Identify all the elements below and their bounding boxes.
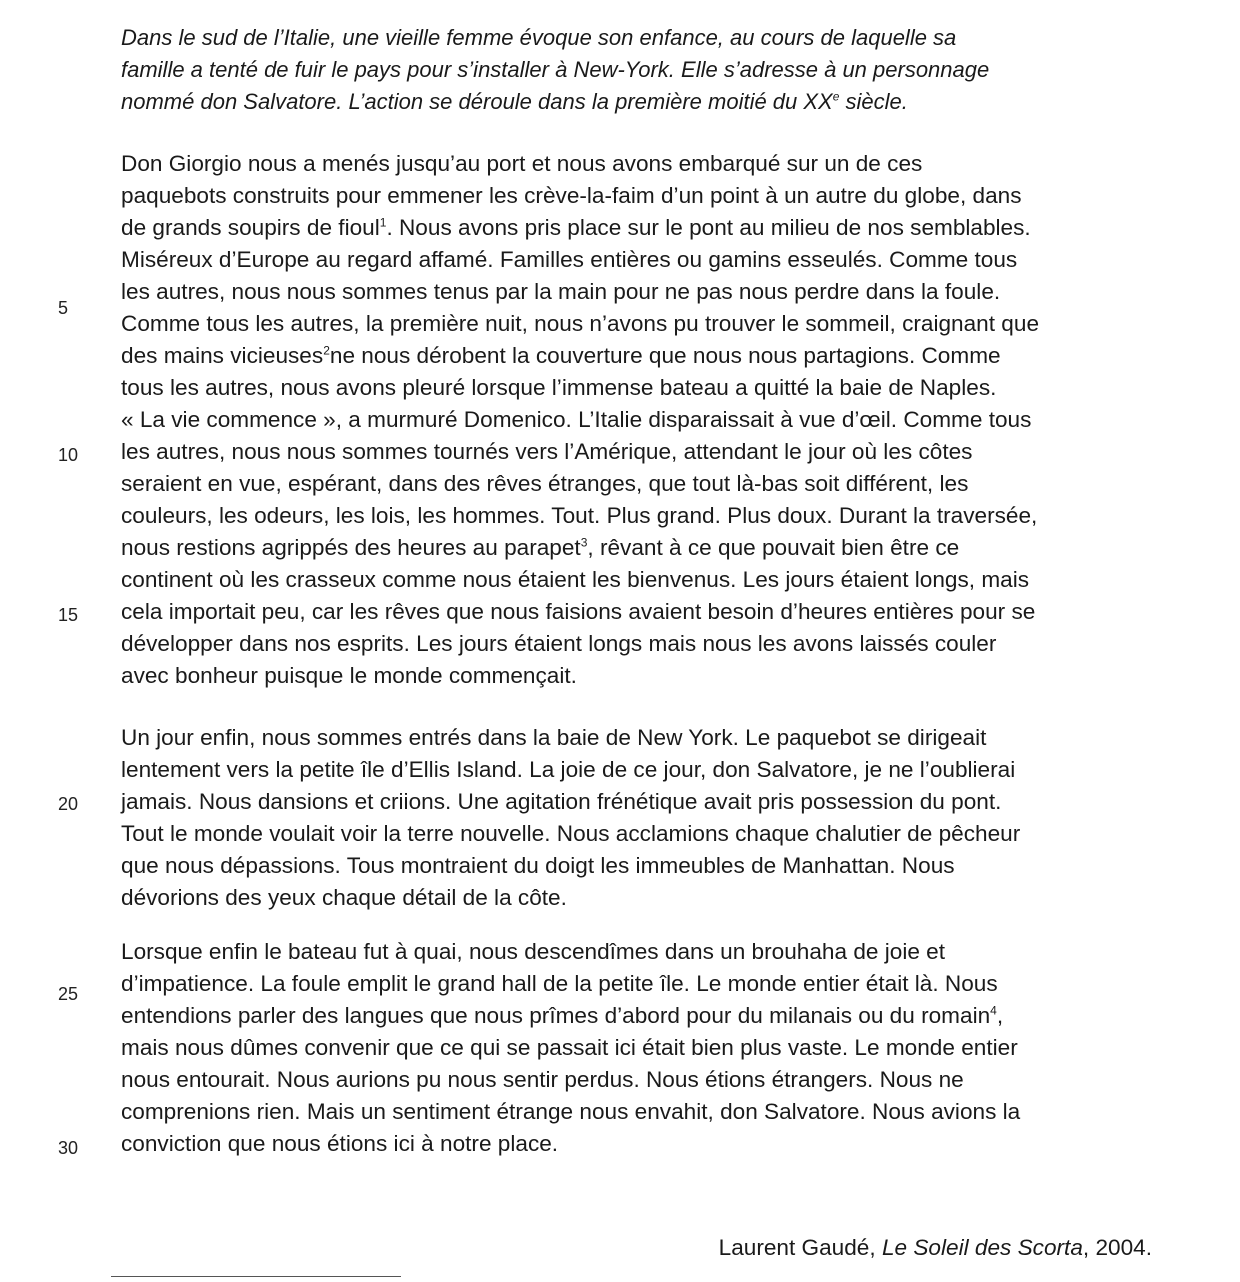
text-line: cela importait peu, car les rêves que nous faisions avaient besoin d’heures entières pour se	[121, 599, 1036, 624]
line-number: 30	[58, 1138, 79, 1158]
source-citation	[719, 1232, 1152, 1264]
line-number: 20	[58, 794, 79, 814]
text-line: nous entourait. Nous aurions pu nous sentir perdus. Nous étions étrangers. Nous ne	[121, 1067, 964, 1092]
text-line: de grands soupirs de fioul$^1$. Nous avons pris place sur le pont au milieu de nos semblables.	[121, 215, 1031, 240]
line-number: 10	[58, 445, 79, 465]
footnote-mark: 2	[323, 343, 330, 358]
text-line: les autres, nous nous sommes tenus par la main pour ne pas nous perdre dans la foule.	[121, 279, 1001, 304]
text-line: Comme tous les autres, la première nuit, nous n’avons pu trouver le sommeil, craignant que	[121, 311, 1040, 336]
year: , 2004.	[1082, 1235, 1152, 1260]
text-line: des mains vicieuses$^2$ne nous dérobent la couverture que nous nous partagions. Comme	[121, 343, 1001, 368]
author: Laurent Gaudé,	[718, 1235, 882, 1260]
footnote-divider	[111, 1276, 401, 1277]
text-line: paquebots construits pour emmener les crève-la-faim d’un point à un autre du globe, dans	[121, 183, 1022, 208]
footnote-mark: 4	[990, 1003, 997, 1018]
footnote-mark: 1	[379, 215, 387, 230]
text-line: d’impatience. La foule emplit le grand hall de la petite île. Le monde entier était là. Nous	[121, 971, 998, 996]
text-line: que nous dépassions. Tous montraient du doigt les immeubles de Manhattan. Nous	[121, 853, 955, 878]
text-line: Miséreux d’Europe au regard affamé. Familles entières ou gamins esseulés. Comme tous	[121, 247, 1018, 272]
text-line: avec bonheur puisque le monde commençait.	[121, 663, 577, 688]
text-line: continent où les crasseux comme nous étaient les bienvenus. Les jours étaient longs, mais	[121, 567, 1030, 592]
text-line: les autres, nous nous sommes tournés vers l’Amérique, attendant le jour où les côtes	[121, 439, 973, 464]
text-line: entendions parler des langues que nous prîmes d’abord pour du milanais ou du romain$^4$,	[121, 1003, 1004, 1028]
text-line: jamais. Nous dansions et criions. Une agitation frénétique avait pris possession du pont.	[121, 789, 1002, 814]
text-line: développer dans nos esprits. Les jours étaient longs mais nous les avons laissés couler	[121, 631, 997, 656]
book-title: Le Soleil des Scorta	[881, 1235, 1083, 1260]
text-line: lentement vers la petite île d’Ellis Island. La joie de ce jour, don Salvatore, je ne l’oublierai	[121, 757, 1016, 782]
text-line: dévorions des yeux chaque détail de la côte.	[121, 885, 567, 910]
text-line: Lorsque enfin le bateau fut à quai, nous descendîmes dans un brouhaha de joie et	[121, 939, 946, 964]
text-line: comprenions rien. Mais un sentiment étrange nous envahit, don Salvatore. Nous avions la	[121, 1099, 1021, 1124]
text-line: conviction que nous étions ici à notre place.	[121, 1131, 559, 1156]
footnote-mark: 3	[580, 535, 588, 550]
line-number: 15	[58, 605, 79, 625]
text-line: Un jour enfin, nous sommes entrés dans la baie de New York. Le paquebot se dirigeait	[121, 725, 987, 750]
line-number: 5	[58, 298, 69, 318]
line-number: 25	[58, 984, 79, 1004]
intro-line: nommé don Salvatore. L’action se déroule dans la première moitié du XXe siècle.	[121, 89, 908, 114]
text-line: tous les autres, nous avons pleuré lorsque l’immense bateau a quitté la baie de Naples.	[121, 375, 997, 400]
text-line: mais nous dûmes convenir que ce qui se passait ici était bien plus vaste. Le monde entier	[121, 1035, 1018, 1060]
superscript-e: e	[832, 89, 840, 104]
text-line: « La vie commence », a murmuré Domenico. L’Italie disparaissait à vue d’œil. Comme tous	[121, 407, 1032, 432]
intro-line: Dans le sud de l’Italie, une vieille femme évoque son enfance, au cours de laquelle sa	[121, 25, 957, 50]
intro-line: famille a tenté de fuir le pays pour s’installer à New-York. Elle s’adresse à un personnage	[121, 57, 990, 82]
text-line: couleurs, les odeurs, les lois, les hommes. Tout. Plus grand. Plus doux. Durant la traversée,	[121, 503, 1038, 528]
text-line: seraient en vue, espérant, dans des rêves étranges, que tout là-bas soit différent, les	[121, 471, 969, 496]
text-line: Don Giorgio nous a menés jusqu’au port et nous avons embarqué sur un de ces	[121, 151, 923, 176]
text-line: Tout le monde voulait voir la terre nouvelle. Nous acclamions chaque chalutier de pêcheur	[121, 821, 1021, 846]
text-line: nous restions agrippés des heures au parapet$^3$, rêvant à ce que pouvait bien être ce	[121, 535, 960, 560]
